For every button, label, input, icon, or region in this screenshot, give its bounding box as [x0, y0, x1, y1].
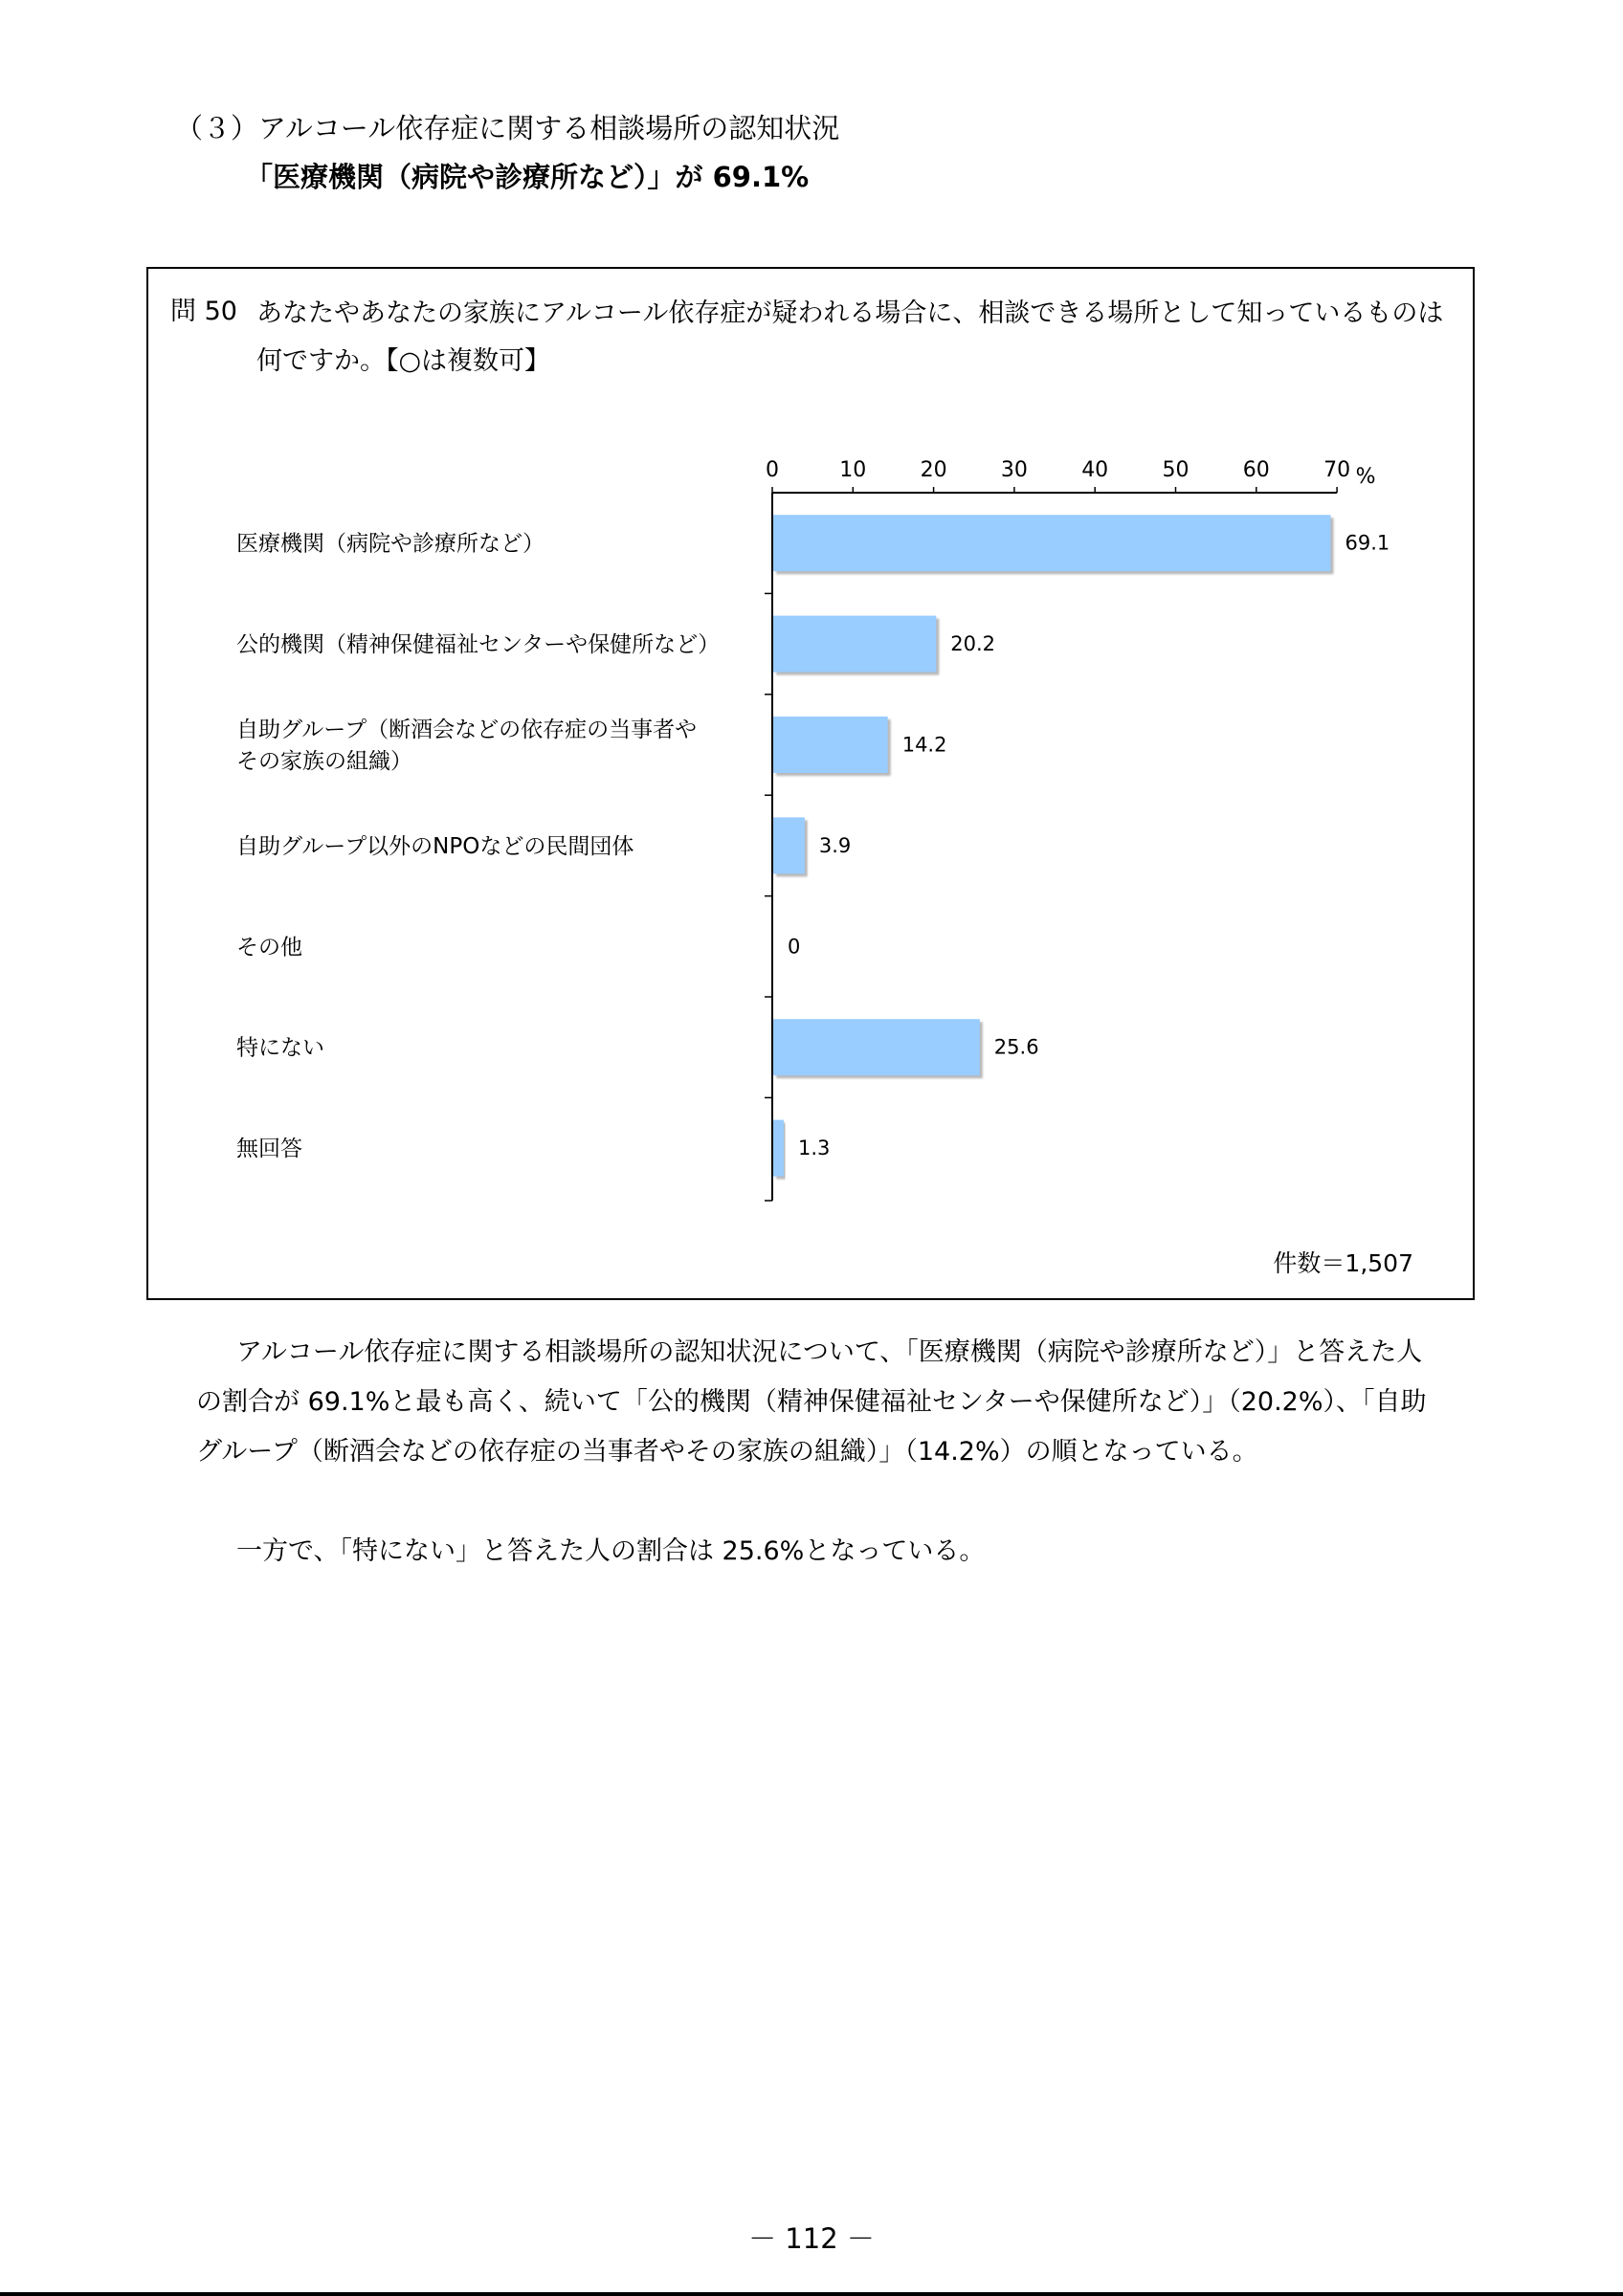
category-label: 自助グループ（断酒会などの依存症の当事者や	[236, 718, 698, 742]
category-label: 医療機関（病院や診療所など）	[236, 531, 545, 557]
question-number: 問 50	[170, 297, 237, 326]
bar-chart	[148, 269, 1473, 1298]
bar	[773, 616, 936, 673]
data-label: 20.2	[950, 632, 996, 656]
sample-size: 件数＝1,507	[1273, 1249, 1413, 1277]
x-tick-label: 0	[766, 458, 779, 482]
bar	[773, 1019, 980, 1075]
x-axis-unit: %	[1355, 465, 1376, 489]
data-label: 0	[788, 935, 801, 959]
summary-paragraph-2: 一方で、「特にない」と答えた人の割合は 25.6%となっている。	[236, 1536, 986, 1566]
category-label: 特にない	[236, 1035, 324, 1061]
x-tick-label: 30	[1000, 458, 1028, 482]
x-tick-label: 50	[1162, 458, 1189, 482]
footer-rule	[0, 2292, 1623, 2296]
category-label: 自助グループ以外のNPOなどの民間団体	[236, 833, 634, 859]
x-tick-label: 20	[920, 458, 947, 482]
data-label: 69.1	[1345, 531, 1390, 555]
page-number: － 112 －	[748, 2222, 875, 2255]
category-label: 公的機関（精神保健福祉センターや保健所など）	[236, 632, 721, 658]
data-label: 3.9	[818, 833, 852, 857]
bar	[773, 515, 1331, 571]
x-tick-label: 70	[1323, 458, 1351, 482]
bar	[773, 817, 805, 873]
bar	[773, 717, 888, 773]
category-label: その家族の組織）	[236, 749, 412, 774]
section-heading: （３）アルコール依存症に関する相談場所の認知状況	[175, 112, 840, 144]
category-label: 無回答	[236, 1137, 302, 1162]
data-label: 14.2	[901, 733, 947, 757]
x-tick-label: 60	[1242, 458, 1270, 482]
section-subheading: 「医療機関（病院や診療所など）」が 69.1%	[245, 161, 810, 193]
data-label: 1.3	[797, 1137, 831, 1160]
category-label: その他	[236, 935, 302, 960]
x-tick-label: 40	[1081, 458, 1109, 482]
bar	[773, 1120, 784, 1177]
data-label: 25.6	[993, 1035, 1039, 1059]
question-box	[146, 267, 1475, 1300]
summary-paragraph-1: アルコール依存症に関する相談場所の認知状況について、「医療機関（病院や診療所など）」と答えた人の割合が 69.1%と最も高く、続いて「公的機関（精神保健福祉センターや保健所など）」（20.2%）、「自助グループ（断酒会などの依存症の当事者やその家族の組織）」（14.2%）の順となっている。	[196, 1337, 1427, 1467]
x-tick-label: 10	[839, 458, 867, 482]
question-text: あなたやあなたの家族にアルコール依存症が疑われる場合に、相談できる場所として知っているものは何ですか。【○は複数可】	[256, 298, 1444, 376]
